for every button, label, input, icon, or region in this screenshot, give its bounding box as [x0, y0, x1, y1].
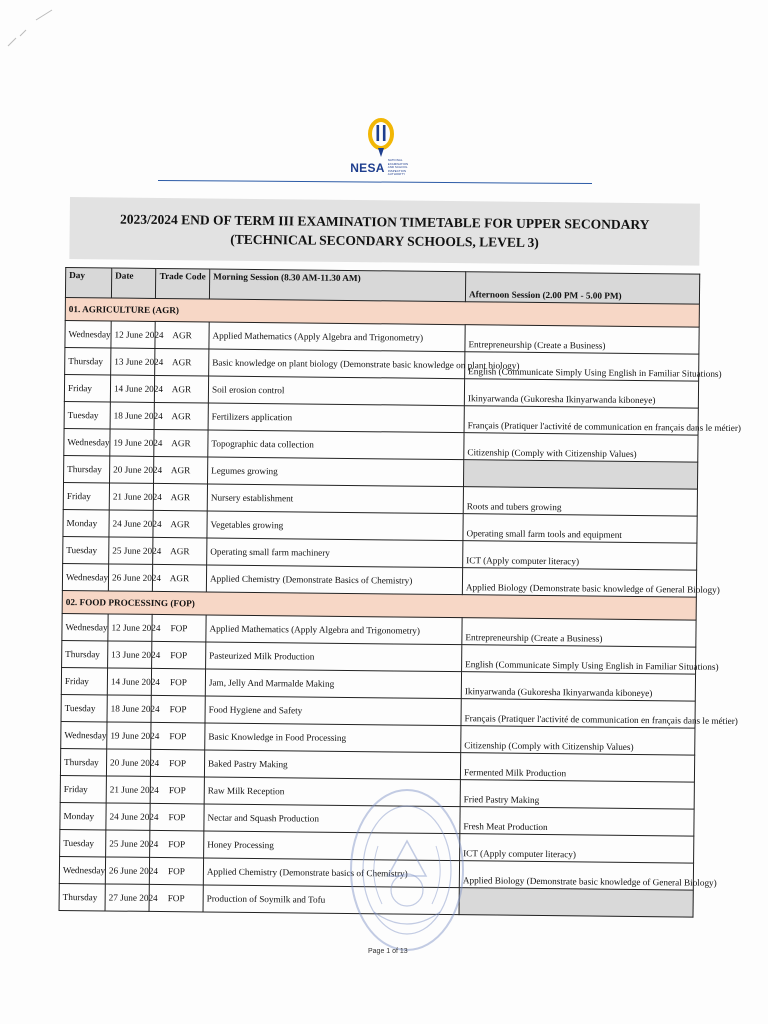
cell-date: 24 June 2024	[109, 510, 153, 537]
cell-date: 12 June 2024	[108, 614, 152, 641]
cell-morning-session: Basic Knowledge in Food Processing	[205, 723, 461, 753]
cell-trade-code: AGR	[152, 564, 206, 592]
cell-morning-session: Nursery establishment	[207, 484, 463, 514]
cell-morning-session: Applied Mathematics (Apply Algebra and Trigonometry)	[206, 615, 462, 645]
cell-trade-code: FOP	[150, 803, 204, 831]
cell-afternoon-session: Applied Biology (Demonstrate basic knowledge of General Biology)	[459, 861, 693, 890]
cell-day: Wednesday	[62, 563, 108, 590]
cell-trade-code: AGR	[154, 456, 208, 484]
cell-afternoon-session: Applied Biology (Demonstrate basic knowledge of General Biology)	[462, 568, 696, 597]
cell-day: Friday	[64, 374, 110, 401]
cell-afternoon-session	[459, 888, 693, 917]
cell-day: Monday	[60, 802, 106, 829]
header-date: Date	[111, 268, 155, 298]
cell-day: Friday	[60, 775, 106, 802]
cell-date: 21 June 2024	[109, 483, 153, 510]
cell-day: Wednesday	[62, 613, 108, 640]
cell-afternoon-session: Entrepreneurship (Create a Business)	[462, 618, 696, 647]
cell-day: Tuesday	[63, 536, 109, 563]
cell-date: 18 June 2024	[110, 402, 154, 429]
cell-afternoon-session: ICT (Apply computer literacy)	[463, 541, 697, 570]
nesa-logo	[345, 118, 417, 186]
official-stamp-seal	[348, 786, 466, 992]
cell-date: 25 June 2024	[106, 830, 150, 857]
cell-morning-session: Food Hygiene and Safety	[205, 696, 461, 726]
cell-afternoon-session: Citizenship (Comply with Citizenship Values)	[464, 433, 698, 462]
cell-morning-session: Pasteurized Milk Production	[206, 642, 462, 672]
cell-morning-session: Legumes growing	[208, 457, 464, 487]
cell-day: Tuesday	[61, 694, 107, 721]
cell-afternoon-session: Roots and tubers growing	[463, 487, 697, 516]
cell-trade-code: AGR	[154, 402, 208, 430]
cell-day: Thursday	[65, 347, 111, 374]
cell-morning-session: Vegetables growing	[207, 511, 463, 541]
cell-morning-session: Fertilizers application	[208, 403, 464, 433]
cell-trade-code: AGR	[153, 510, 207, 538]
cell-day: Thursday	[62, 640, 108, 667]
cell-day: Wednesday	[64, 428, 110, 455]
cell-date: 13 June 2024	[108, 641, 152, 668]
cell-day: Thursday	[64, 455, 110, 482]
cell-date: 26 June 2024	[105, 857, 149, 884]
cell-afternoon-session: ICT (Apply computer literacy)	[460, 834, 694, 863]
cell-afternoon-session: Français (Pratiquer l'activité de communication en français dans le métier)	[464, 406, 698, 435]
cell-morning-session: Operating small farm machinery	[207, 538, 463, 568]
cell-afternoon-session: Ikinyarwanda (Gukoresha Ikinyarwanda kiboneye)	[464, 379, 698, 408]
cell-day: Wednesday	[61, 721, 107, 748]
cell-date: 13 June 2024	[111, 348, 155, 375]
cell-day: Tuesday	[64, 401, 110, 428]
cell-morning-session: Jam, Jelly And Marmalde Making	[205, 669, 461, 699]
cell-day: Tuesday	[60, 829, 106, 856]
page-number: Page 1 of 13	[368, 948, 408, 955]
cell-afternoon-session: Ikinyarwanda (Gukoresha Ikinyarwanda kiboneye)	[461, 672, 695, 701]
cell-trade-code: FOP	[152, 614, 206, 642]
cell-trade-code: FOP	[150, 830, 204, 858]
cell-day: Wednesday	[59, 856, 105, 883]
cell-afternoon-session: Entrepreneurship (Create a Business)	[465, 325, 699, 354]
cell-afternoon-session: English (Communicate Simply Using English in Familiar Situations)	[462, 645, 696, 674]
section-title: 01. AGRICULTURE (AGR)	[65, 297, 699, 327]
cell-afternoon-session: Fresh Meat Production	[460, 807, 694, 836]
cell-morning-session: Applied Chemistry (Demonstrate Basics of Chemistry)	[206, 565, 462, 595]
cell-trade-code: FOP	[151, 668, 205, 696]
cell-morning-session: Topographic data collection	[208, 430, 464, 460]
scan-artifact-mark	[6, 8, 56, 48]
cell-trade-code: AGR	[154, 375, 208, 403]
cell-day: Wednesday	[65, 320, 111, 347]
cell-date: 19 June 2024	[110, 429, 154, 456]
cell-trade-code: AGR	[155, 348, 209, 376]
cell-date: 14 June 2024	[110, 375, 154, 402]
title-line-1: 2023/2024 END OF TERM III EXAMINATION TIMETABLE FOR UPPER SECONDARY	[119, 211, 650, 233]
cell-day: Thursday	[59, 883, 105, 910]
cell-trade-code: AGR	[155, 321, 209, 349]
cell-trade-code: FOP	[150, 749, 204, 777]
cell-date: 14 June 2024	[107, 668, 151, 695]
nesa-emblem-icon	[366, 118, 396, 158]
header-day: Day	[65, 268, 111, 298]
cell-day: Monday	[63, 509, 109, 536]
header-morning-session: Morning Session (8.30 AM-11.30 AM)	[209, 269, 465, 302]
title-line-2: (TECHNICAL SECONDARY SCHOOLS, LEVEL 3)	[230, 231, 539, 250]
cell-morning-session: Baked Pastry Making	[204, 750, 460, 780]
cell-date: 24 June 2024	[106, 803, 150, 830]
cell-trade-code: FOP	[151, 722, 205, 750]
cell-morning-session: Raw Milk Reception	[204, 777, 460, 807]
cell-afternoon-session: Citizenship (Comply with Citizenship Values)	[461, 726, 695, 755]
cell-day: Friday	[61, 667, 107, 694]
section-title: 02. FOOD PROCESSING (FOP)	[62, 590, 696, 620]
cell-morning-session: Honey Processing	[204, 831, 460, 861]
cell-trade-code: AGR	[153, 483, 207, 511]
cell-trade-code: FOP	[150, 776, 204, 804]
cell-day: Friday	[63, 482, 109, 509]
cell-afternoon-session: Français (Pratiquer l'activité de communication en français dans le métier)	[461, 699, 695, 728]
title-band	[69, 197, 700, 266]
logo-subtitle: NATIONAL EXAMINATION AND SCHOOL INSPECTION AUTHORITY	[387, 158, 409, 177]
logo-wordmark: NESA	[350, 160, 385, 175]
cell-date: 19 June 2024	[107, 722, 151, 749]
cell-date: 26 June 2024	[108, 564, 152, 591]
cell-date: 12 June 2024	[111, 321, 155, 348]
cell-trade-code: AGR	[153, 537, 207, 565]
cell-afternoon-session: English (Communicate Simply Using English in Familiar Situations)	[465, 352, 699, 381]
cell-afternoon-session: Operating small farm tools and equipment	[463, 514, 697, 543]
cell-afternoon-session	[463, 460, 697, 489]
cell-morning-session: Soil erosion control	[208, 376, 464, 406]
cell-afternoon-session: Fermented Milk Production	[460, 753, 694, 782]
header-trade-code: Trade Code	[155, 268, 209, 299]
cell-day: Thursday	[60, 748, 106, 775]
cell-date: 27 June 2024	[105, 884, 149, 911]
cell-afternoon-session: Fried Pastry Making	[460, 780, 694, 809]
cell-morning-session: Applied Mathematics (Apply Algebra and Trigonometry)	[209, 322, 465, 352]
cell-date: 21 June 2024	[106, 776, 150, 803]
header-afternoon-session: Afternoon Session (2.00 PM - 5.00 PM)	[465, 272, 699, 304]
cell-morning-session: Production of Soymilk and Tofu	[203, 885, 459, 915]
cell-morning-session: Applied Chemistry (Demonstrate basics of Chemistry)	[203, 858, 459, 888]
cell-date: 20 June 2024	[110, 456, 154, 483]
cell-trade-code: FOP	[149, 857, 203, 885]
cell-date: 18 June 2024	[107, 695, 151, 722]
cell-trade-code: FOP	[151, 695, 205, 723]
cell-trade-code: FOP	[149, 884, 203, 912]
cell-morning-session: Nectar and Squash Production	[204, 804, 460, 834]
cell-date: 25 June 2024	[109, 537, 153, 564]
cell-trade-code: AGR	[154, 429, 208, 457]
cell-trade-code: FOP	[152, 641, 206, 669]
cell-morning-session: Basic knowledge on plant biology (Demonstrate basic knowledge on plant biology)	[209, 349, 465, 379]
cell-date: 20 June 2024	[106, 749, 150, 776]
